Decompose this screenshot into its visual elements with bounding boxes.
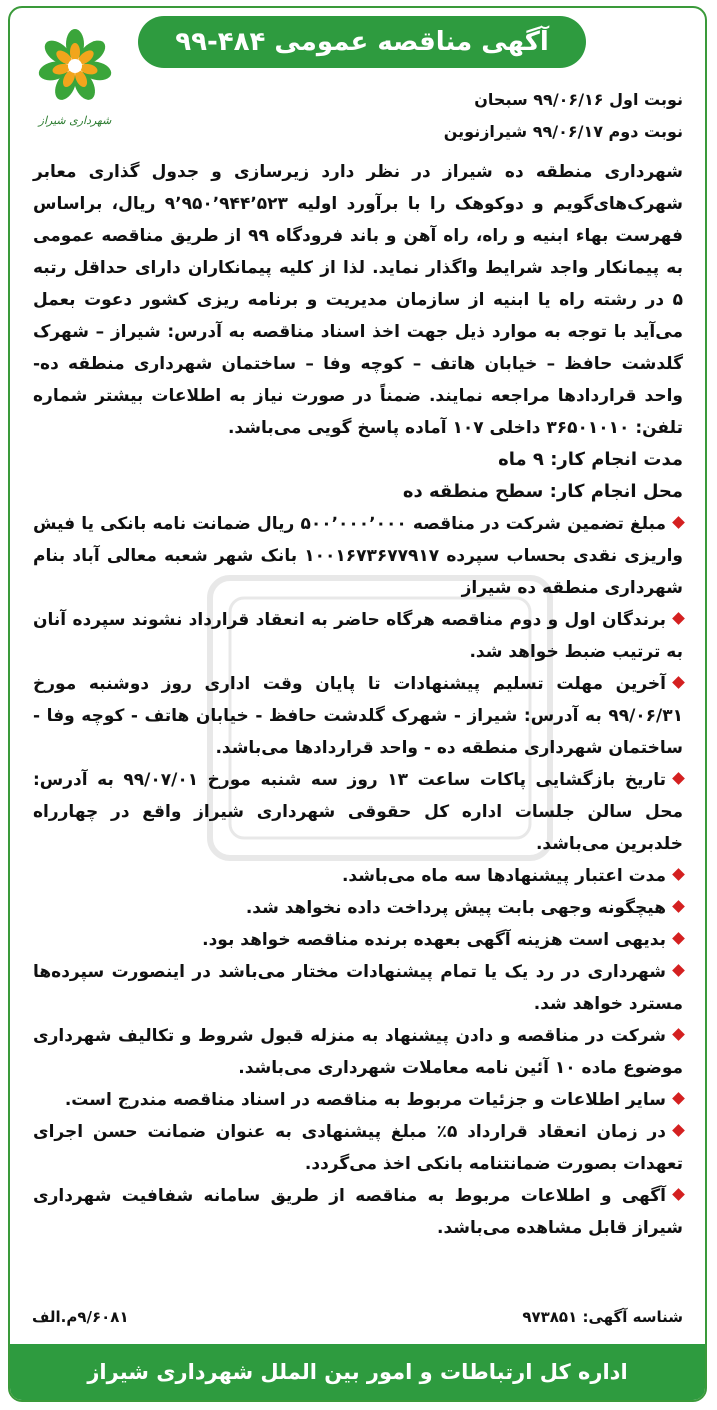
list-item: مبلغ تضمین شرکت در مناقصه ۵۰۰٬۰۰۰٬۰۰۰ ریال ضمانت نامه بانکی یا فیش واریزی نقدی بحساب سپرده ۱۰۰۱۶۷۳۶۷۷۹۱۷ بانک شهر شعبه معالی آباد بنام شهرداری منطقه ده شیراز bbox=[33, 514, 683, 598]
footer-text: اداره کل ارتباطات و امور بین الملل شهرداری شیراز bbox=[87, 1360, 628, 1384]
bullet-diamond-icon bbox=[672, 1124, 685, 1137]
notice-identifiers bbox=[32, 1308, 683, 1332]
list-item: شهرداری در رد یک یا تمام پیشنهادات مختار می‌باشد در اینصورت سپرده‌ها مسترد خواهد شد. bbox=[33, 962, 683, 1014]
bullet-diamond-icon bbox=[672, 868, 685, 881]
notice-frame bbox=[8, 6, 707, 1402]
intro-paragraph: شهرداری منطقه ده شیراز در نظر دارد زیرسازی و جدول گذاری معابر شهرک‌های‌گویم و دوکوهک را با برآورد اولیه ۹٬۹۵۰٬۹۴۴٬۵۲۳ ریال، براساس فهرست بهاء ابنیه و راه، راه آهن و باند فرودگاه ۹۹ از طریق مناقصه عمومی به پیمانکار واجد شرایط واگذار نماید. لذا از کلیه پیمانکاران دارای حداقل رتبه ۵ در رشته راه یا ابنیه از سازمان مدیریت و برنامه ریزی کشور دعوت بعمل می‌آید با توجه به موارد ذیل جهت اخذ اسناد مناقصه به آدرس: شیراز – شهرک گلدشت حافظ – خیابان هاتف – کوچه وفا – ساختمان شهرداری منطقه ده- واحد قراردادها مراجعه نمایند. ضمناً در صورت نیاز به اطلاعات بیشتر شماره تلفن: ۳۶۵۰۱۰۱۰ داخلی ۱۰۷ آماده پاسخ گویی می‌باشد. bbox=[33, 162, 684, 438]
notice-body bbox=[33, 156, 683, 1244]
bullet-diamond-icon bbox=[672, 772, 685, 785]
bullet-diamond-icon bbox=[672, 1028, 685, 1041]
list-item: شرکت در مناقصه و دادن پیشنهاد به منزله قبول شروط و تکالیف شهرداری موضوع ماده ۱۰ آئین نامه معاملات شهرداری می‌باشد. bbox=[33, 1026, 683, 1078]
bullet-diamond-icon bbox=[672, 516, 685, 529]
list-item: تاریخ بازگشایی پاکات ساعت ۱۳ روز سه شنبه مورخ ۹۹/۰۷/۰۱ به آدرس: محل سالن جلسات اداره کل حقوقی شهرداری شیراز واقع در چهارراه خلدبرین می‌باشد. bbox=[33, 770, 683, 854]
bullet-diamond-icon bbox=[672, 1092, 685, 1105]
logo bbox=[30, 26, 120, 138]
work-location: محل انجام کار: سطح منطقه ده bbox=[402, 481, 683, 502]
bullet-diamond-icon bbox=[672, 1188, 685, 1201]
list-item: هیچگونه وجهی بابت پیش پرداخت داده نخواهد شد. bbox=[33, 892, 683, 924]
first-publication: نوبت اول ۹۹/۰۶/۱۶ سبحان bbox=[474, 90, 683, 109]
list-item: مدت اعتبار پیشنهادها سه ماه می‌باشد. bbox=[33, 860, 683, 892]
list-item: آخرین مهلت تسلیم پیشنهادات تا پایان وقت اداری روز دوشنبه مورخ ۹۹/۰۶/۳۱ به آدرس: شیراز - شهرک گلدشت حافظ - خیابان هاتف - کوچه وفا - ساختمان شهرداری منطقه ده - واحد قراردادها می‌باشد. bbox=[33, 674, 683, 758]
page-title: آگهی مناقصه عمومی ۴۸۴-۹۹ bbox=[175, 27, 549, 57]
list-item: بدیهی است هزینه آگهی بعهده برنده مناقصه خواهد بود. bbox=[33, 924, 683, 956]
list-item: برندگان اول و دوم مناقصه هرگاه حاضر به انعقاد قرارداد نشوند سپرده آنان به ترتیب ضبط خواهد شد. bbox=[33, 610, 683, 662]
bullet-diamond-icon bbox=[672, 676, 685, 689]
bullet-diamond-icon bbox=[672, 612, 685, 625]
title-banner bbox=[138, 16, 586, 68]
bullet-diamond-icon bbox=[672, 964, 685, 977]
second-publication: نوبت دوم ۹۹/۰۶/۱۷ شیرازنوین bbox=[443, 122, 683, 141]
work-duration: مدت انجام کار: ۹ ماه bbox=[498, 449, 683, 470]
list-item: سایر اطلاعات و جزئیات مربوط به مناقصه در اسناد مناقصه مندرج است. bbox=[33, 1084, 683, 1116]
reference-number: ۹/۶۰۸۱م.الف bbox=[32, 1308, 129, 1326]
list-item: آگهی و اطلاعات مربوط به مناقصه از طریق سامانه شفافیت شهرداری شیراز قابل مشاهده می‌باشد. bbox=[33, 1186, 683, 1238]
bullet-diamond-icon bbox=[672, 932, 685, 945]
footer-banner bbox=[10, 1344, 705, 1400]
logo-caption: شهرداری شیراز bbox=[38, 114, 112, 127]
list-item: در زمان انعقاد قرارداد ۵٪ مبلغ پیشنهادی به عنوان ضمانت حسن اجرای تعهدات بصورت ضمانتنامه بانکی اخذ می‌گردد. bbox=[33, 1122, 683, 1174]
notice-id: شناسه آگهی: ۹۷۳۸۵۱ bbox=[522, 1308, 683, 1326]
bullet-diamond-icon bbox=[672, 900, 685, 913]
flower-logo-icon bbox=[30, 26, 120, 116]
